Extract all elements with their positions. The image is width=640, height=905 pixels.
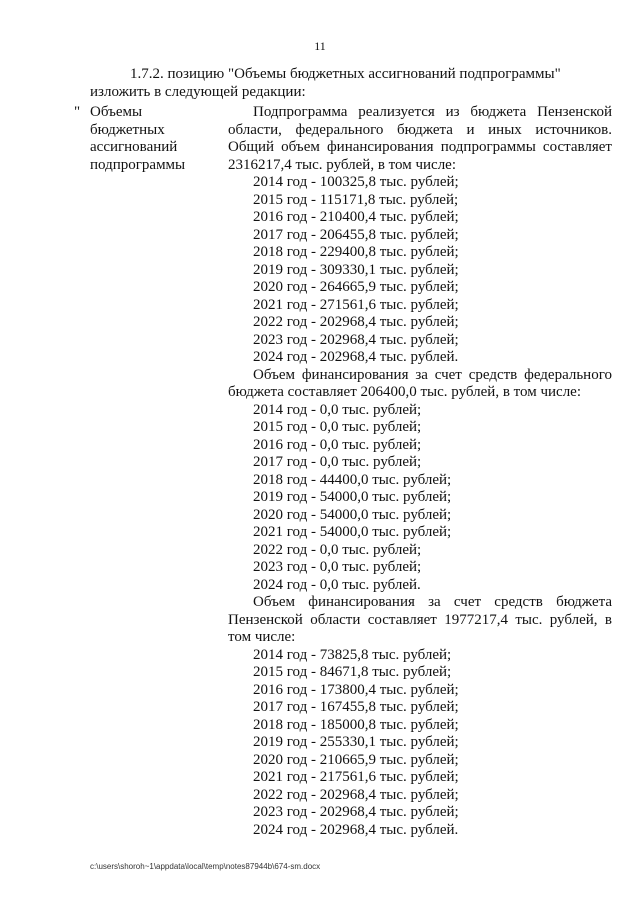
funding-year-item: 2018 год - 44400,0 тыс. рублей; <box>253 471 452 488</box>
total-funding-paragraph: Подпрограмма реализуется из бюджета Пензенской области, федерального бюджета и иных источников. Общий объем финансирования подпрограммы составляет 2316217,4 тыс. рублей, в том числе: <box>228 104 612 173</box>
page-number: 11 <box>314 39 326 53</box>
funding-year-item: 2021 год - 54000,0 тыс. рублей; <box>253 524 452 540</box>
funding-year-item: 2022 год - 202968,4 тыс. рублей; <box>253 314 459 330</box>
funding-year-item: 2017 год - 206455,8 тыс. рублей; <box>253 226 459 243</box>
funding-year-item: 2015 год - 115171,8 тыс. рублей; <box>253 191 459 208</box>
funding-year-item: 2023 год - 0,0 тыс. рублей; <box>253 559 422 575</box>
funding-year-item: 2019 год - 309330,1 тыс. рублей; <box>253 261 459 278</box>
federal-funding-list <box>228 402 612 595</box>
funding-year-item: 2018 год - 185000,8 тыс. рублей; <box>253 716 459 733</box>
funding-year-item: 2024 год - 0,0 тыс. рублей. <box>253 576 421 593</box>
intro-line-2: изложить в следующей редакции: <box>90 83 306 100</box>
funding-year-item: 2014 год - 0,0 тыс. рублей; <box>253 401 422 418</box>
position-content-column <box>228 104 612 839</box>
funding-year-item: 2020 год - 210665,9 тыс. рублей; <box>253 751 459 768</box>
funding-year-item: 2024 год - 202968,4 тыс. рублей. <box>253 349 459 365</box>
funding-year-item: 2024 год - 202968,4 тыс. рублей. <box>253 821 459 838</box>
funding-year-item: 2018 год - 229400,8 тыс. рублей; <box>253 244 459 260</box>
regional-funding-list <box>228 647 612 840</box>
funding-year-item: 2023 год - 202968,4 тыс. рублей; <box>253 804 459 820</box>
funding-year-item: 2015 год - 0,0 тыс. рублей; <box>253 419 422 435</box>
funding-year-item: 2014 год - 73825,8 тыс. рублей; <box>253 646 452 663</box>
funding-year-item: 2016 год - 0,0 тыс. рублей; <box>253 436 422 453</box>
funding-year-item: 2023 год - 202968,4 тыс. рублей; <box>253 331 459 348</box>
funding-year-item: 2016 год - 210400,4 тыс. рублей; <box>253 209 459 225</box>
funding-year-item: 2021 год - 271561,6 тыс. рублей; <box>253 296 459 313</box>
funding-year-item: 2019 год - 255330,1 тыс. рублей; <box>253 734 459 750</box>
funding-year-item: 2021 год - 217561,6 тыс. рублей; <box>253 769 459 785</box>
funding-year-item: 2016 год - 173800,4 тыс. рублей; <box>253 681 459 698</box>
intro-line-1: 1.7.2. позицию "Объемы бюджетных ассигнований подпрограммы" <box>130 66 561 82</box>
file-path-footer: c:\users\shoroh~1\appdata\local\temp\notes87944b\674-sm.docx <box>90 862 321 871</box>
funding-year-item: 2017 год - 167455,8 тыс. рублей; <box>253 699 459 715</box>
funding-year-item: 2020 год - 264665,9 тыс. рублей; <box>253 279 459 295</box>
funding-year-item: 2020 год - 54000,0 тыс. рублей; <box>253 506 452 523</box>
federal-funding-paragraph: Объем финансирования за счет средств федерального бюджета составляет 206400,0 тыс. рублей, в том числе: <box>228 366 612 400</box>
funding-year-item: 2017 год - 0,0 тыс. рублей; <box>253 454 422 470</box>
funding-year-item: 2015 год - 84671,8 тыс. рублей; <box>253 664 452 680</box>
funding-year-item: 2014 год - 100325,8 тыс. рублей; <box>253 174 459 190</box>
position-label: Объемы бюджетных ассигнований подпрограммы <box>90 104 186 173</box>
regional-funding-paragraph: Объем финансирования за счет средств бюджета Пензенской области составляет 1977217,4 тыс. рублей, в том числе: <box>228 594 612 645</box>
funding-year-item: 2019 год - 54000,0 тыс. рублей; <box>253 489 452 505</box>
total-funding-list <box>228 174 612 367</box>
opening-quote: " <box>74 104 81 120</box>
position-label-column <box>74 104 224 174</box>
funding-year-item: 2022 год - 0,0 тыс. рублей; <box>253 541 422 558</box>
funding-year-item: 2022 год - 202968,4 тыс. рублей; <box>253 786 459 803</box>
intro-paragraph <box>90 66 612 101</box>
